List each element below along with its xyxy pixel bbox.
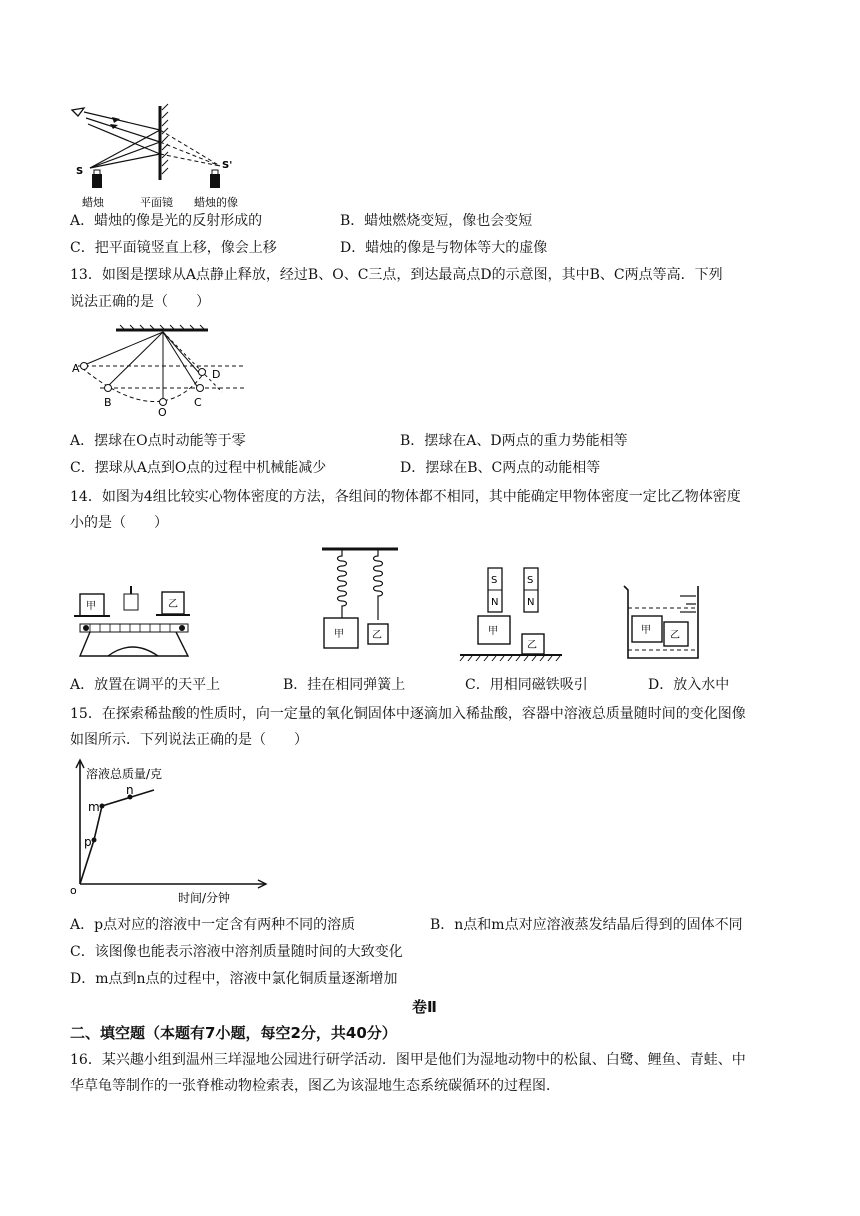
magnet2-label-n: N [527, 597, 535, 608]
origin-label: o [70, 884, 77, 897]
pendulum-figure [70, 322, 270, 418]
magnet-label-jia: 甲 [488, 626, 498, 637]
q14-option-d: D．放入水中 [648, 677, 730, 693]
label-o: O [158, 406, 167, 418]
beaker-label-yi: 乙 [670, 630, 680, 641]
q15-stem-line-2: 如图所示．下列说法正确的是（ ） [70, 732, 308, 748]
q14-stem-line-2: 小的是（ ） [70, 515, 168, 531]
mass-time-graph [66, 756, 276, 906]
label-a: A [72, 362, 80, 375]
label-c: C [194, 396, 202, 409]
magnet-label-yi: 乙 [527, 640, 537, 651]
label-b: B [104, 396, 112, 409]
q15-stem-line-1: 15．在探索稀盐酸的性质时，向一定量的氧化铜固体中逐滴加入稀盐酸，容器中溶液总质量随时间的变化图像 [70, 706, 746, 722]
q15-option-b: B．n点和m点对应溶液蒸发结晶后得到的固体不同 [430, 917, 743, 933]
volume-title: 卷Ⅱ [412, 998, 437, 1016]
magnet1-label-s: S [491, 575, 498, 586]
label-d: D [212, 368, 221, 381]
q12-option-b: B．蜡烛燃烧变短，像也会变短 [340, 213, 533, 229]
q15-option-d: D．m点到n点的过程中，溶液中氯化铜质量逐渐增加 [70, 971, 398, 987]
mirror-figure [70, 102, 270, 210]
spring-label-jia: 甲 [334, 629, 344, 640]
q16-stem-line-1: 16．某兴趣小组到温州三垟湿地公园进行研学活动．图甲是他们为湿地动物中的松鼠、白鹭、鲤鱼、青蛙、中 [70, 1052, 746, 1068]
q13-option-a: A．摆球在O点时动能等于零 [70, 433, 246, 449]
label-mirror: 平面镜 [140, 196, 173, 209]
label-m: m [88, 800, 100, 814]
q13-option-d: D．摆球在B、C两点的动能相等 [400, 460, 601, 476]
magnet2-label-s: S [527, 575, 534, 586]
section-title: 二、填空题（本题有7小题，每空2分，共40分） [70, 1024, 397, 1042]
point-m [100, 804, 105, 809]
label-candle: 蜡烛 [82, 196, 104, 209]
label-n: n [126, 783, 134, 797]
magnet1-label-n: N [491, 597, 499, 608]
q13-stem-line-1: 13．如图是摆球从A点静止释放，经过B、O、C三点，到达最高点D的示意图，其中B、C两点等高．下列 [70, 267, 723, 283]
balance-figure [70, 582, 196, 666]
q12-option-c: C．把平面镜竖直上移，像会上移 [70, 240, 277, 256]
magnets-figure [458, 564, 564, 662]
q16-stem-line-2: 华草龟等制作的一张脊椎动物检索表，图乙为该湿地生态系统碳循环的过程图． [70, 1078, 560, 1094]
q13-stem-line-2: 说法正确的是（ ） [70, 294, 210, 310]
beaker-figure [620, 582, 706, 664]
balance-label-jia: 甲 [86, 601, 96, 612]
x-axis-label: 时间/分钟 [178, 891, 231, 905]
label-s-prime: S' [222, 160, 233, 171]
q14-option-a: A．放置在调平的天平上 [70, 677, 221, 693]
q13-option-b: B．摆球在A、D两点的重力势能相等 [400, 433, 628, 449]
q14-option-b: B．挂在相同弹簧上 [283, 677, 406, 693]
q13-option-c: C．摆球从A点到O点的过程中机械能减少 [70, 460, 327, 476]
q15-option-a: A．p点对应的溶液中一定含有两种不同的溶质 [70, 917, 356, 933]
balance-label-yi: 乙 [168, 599, 178, 610]
springs-figure [318, 544, 400, 652]
q14-option-c: C．用相同磁铁吸引 [465, 677, 588, 693]
y-axis-label: 溶液总质量/克 [86, 767, 163, 781]
spring-label-yi: 乙 [372, 630, 382, 641]
point-p [92, 838, 97, 843]
q12-option-d: D．蜡烛的像是与物体等大的虚像 [340, 240, 548, 256]
q12-option-a: A．蜡烛的像是光的反射形成的 [70, 213, 263, 229]
q15-option-c: C．该图像也能表示溶液中溶剂质量随时间的大致变化 [70, 944, 403, 960]
beaker-label-jia: 甲 [641, 625, 651, 636]
label-s: S [76, 166, 84, 177]
label-candle-image: 蜡烛的像 [194, 196, 238, 209]
label-p: p [84, 835, 92, 849]
q14-stem-line-1: 14．如图为4组比较实心物体密度的方法，各组间的物体都不相同，其中能确定甲物体密度一定比乙物体密度 [70, 489, 741, 505]
